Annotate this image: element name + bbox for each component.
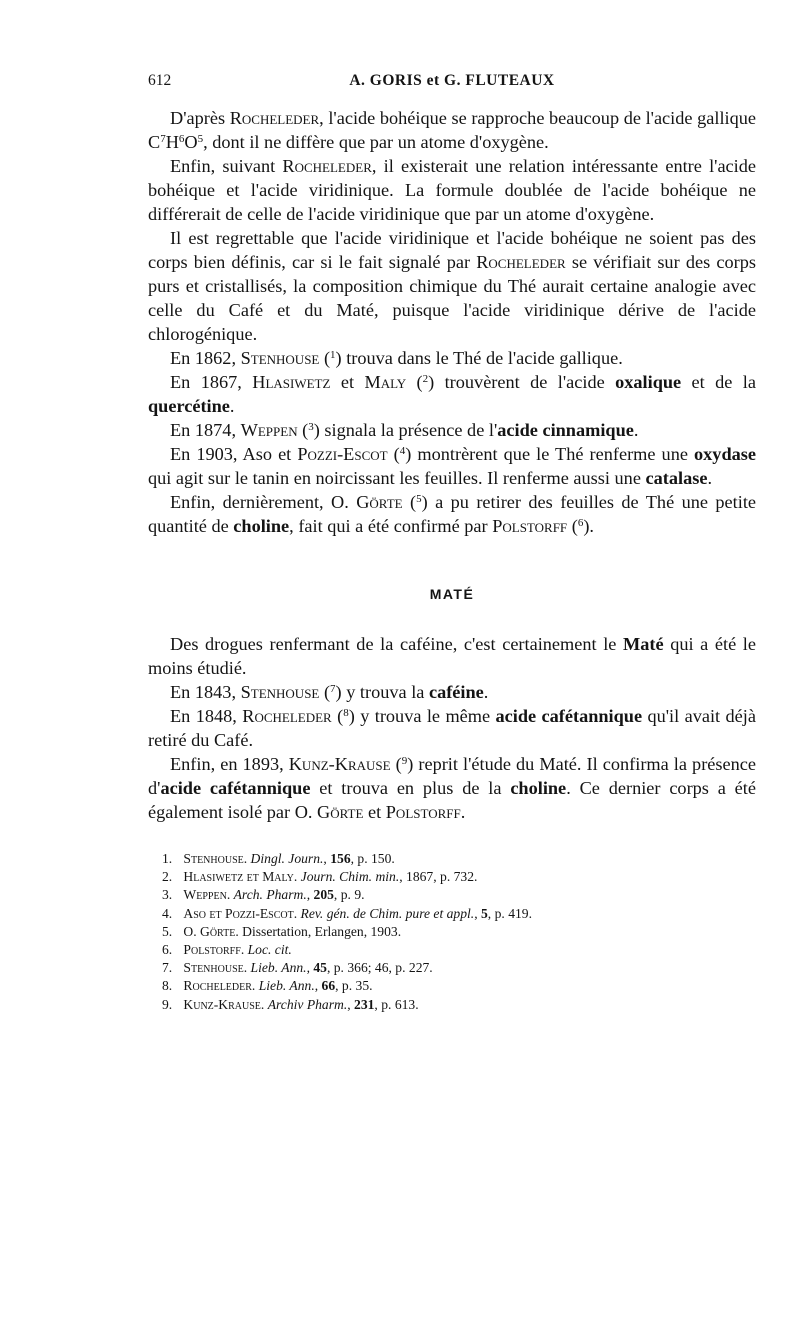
footnote: 2. Hlasiwetz et Maly. Journ. Chim. min., 1867, p. 732.	[162, 869, 478, 885]
section-title: MATÉ	[429, 586, 475, 602]
paragraph: Enfin, dernièrement, O. Görte ($^5$) a pu retirer des feuilles de Thé une petite quantité de choline, fait qui a été confirmé par Polstorff ($^6$).	[148, 492, 757, 536]
paragraph: En 1848, Rocheleder ($^8$) y trouva le même acide cafétannique qu'il avait déjà retiré du Café.	[148, 706, 756, 750]
footnote: 7. Stenhouse. Lieb. Ann., 45, p. 366; 46, p. 227.	[162, 960, 433, 976]
paragraph: En 1874, Weppen ($^3$) signala la présence de l'acide cinnamique.	[170, 420, 639, 440]
author-name: Rocheleder	[476, 252, 566, 272]
footnote-ref: 3	[308, 421, 314, 433]
footnote: 8. Rocheleder. Lieb. Ann., 66, p. 35.	[162, 978, 373, 994]
footnote-ref: 6	[577, 517, 584, 529]
footnotes	[148, 850, 756, 1014]
footnote-ref: 1	[330, 349, 336, 361]
footnote-ref: 4	[399, 445, 406, 457]
page-header	[148, 72, 756, 98]
footnote-ref: 9	[401, 755, 408, 767]
footnote-ref: 5	[416, 493, 422, 505]
footnote: 5. O. Görte. Dissertation, Erlangen, 1903.	[162, 923, 402, 939]
footnote: 9. Kunz-Krause. Archiv Pharm., 231, p. 613.	[162, 996, 419, 1012]
paragraph: En 1903, Aso et Pozzi-Escot ($^4$) montrèrent que le Thé renferme une oxydase qui agit sur le tanin en noircissant les feuilles. Il renferme aussi une catalase.	[148, 444, 756, 488]
paragraph: En 1843, Stenhouse ($^7$) y trouva la caféine.	[170, 682, 489, 702]
footnote-ref: 8	[343, 707, 349, 719]
author-name: Polstorff	[385, 802, 461, 822]
author-name: Görte	[317, 802, 364, 822]
paragraph: En 1862, Stenhouse ($^1$) trouva dans le Thé de l'acide gallique.	[170, 348, 623, 368]
footnote-ref: 2	[422, 373, 429, 385]
paragraph: D'après Rocheleder, l'acide bohéique se rapproche beaucoup de l'acide gallique $C^7H^6O^5$, dont il ne diffère que par un atome d'oxygène.	[148, 108, 756, 152]
page-number: 612	[148, 72, 172, 89]
author-name: Pozzi-Escot	[297, 444, 388, 464]
footnote: 3. Weppen. Arch. Pharm., 205, p. 9.	[162, 887, 365, 903]
document-page	[148, 72, 756, 1014]
author-name: Stenhouse	[240, 682, 320, 702]
running-title: A. GORIS et G. FLUTEAUX	[349, 72, 555, 89]
paragraph: Des drogues renfermant de la caféine, c'est certainement le Maté qui a été le moins étudié.	[148, 634, 756, 678]
footnote: 1. Stenhouse. Dingl. Journ., 156, p. 150.	[162, 851, 395, 866]
author-name: Rocheleder	[242, 706, 332, 726]
footnote: 6. Polstorff. Loc. cit.	[162, 942, 292, 958]
author-name: Kunz-Krause	[288, 754, 391, 774]
author-name: Hlasiwetz	[252, 372, 331, 392]
author-name: Maly	[364, 372, 407, 392]
author-name: Görte	[356, 492, 403, 512]
author-name: Weppen	[240, 420, 298, 440]
body-text	[148, 106, 756, 824]
paragraph: Enfin, en 1893, Kunz-Krause ($^9$) reprit l'étude du Maté. Il confirma la présence d'acide cafétannique et trouva en plus de la choline. Ce dernier corps a été également isolé par O. Görte et Polstorff.	[148, 754, 756, 822]
footnote: 4. Aso et Pozzi-Escot. Rev. gén. de Chim. pure et appl., 5, p. 419.	[162, 905, 532, 921]
author-name: Polstorff	[492, 516, 568, 536]
author-name: Rocheleder	[282, 156, 372, 176]
paragraph: En 1867, Hlasiwetz et Maly ($^2$) trouvèrent de l'acide oxalique et de la quercétine.	[148, 372, 756, 416]
author-name: Rocheleder	[229, 108, 320, 128]
author-name: Stenhouse	[240, 348, 320, 368]
paragraph: Il est regrettable que l'acide viridinique et l'acide bohéique ne soient pas des corps bien définis, car si le fait signalé par Rocheleder se vérifiait sur des corps purs et cristallisés, la composition chimique du Thé aurait certaine analogie avec celle du Café et du Maté, puisque l'acide viridinique dérive de l'acide chlorogénique.	[148, 228, 756, 344]
footnote-ref: 7	[330, 683, 336, 695]
paragraph: Enfin, suivant Rocheleder, il existerait une relation intéressante entre l'acide bohéique et l'acide viridinique. La formule doublée de l'acide bohéique ne différerait de celle de l'acide viridinique que par un atome d'oxygène.	[148, 156, 757, 224]
